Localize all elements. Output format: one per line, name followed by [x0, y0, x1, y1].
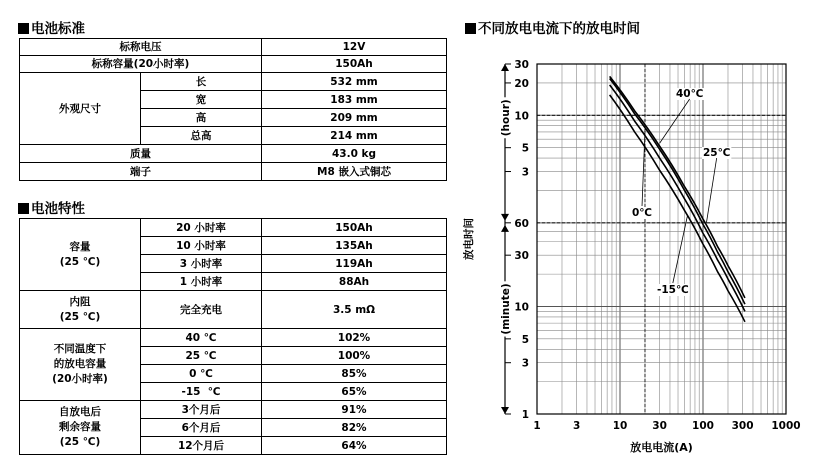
table-cell-value: 150Ah [262, 56, 447, 73]
table-row [20, 329, 447, 347]
y-tick-label-minute: 30 [514, 250, 529, 263]
table-cell-label: 端子 [20, 163, 262, 181]
table-cell-value: 64% [262, 437, 447, 455]
table-cell-value: 43.0 kg [262, 145, 447, 163]
table-cell-value: 135Ah [262, 237, 447, 255]
table-cell-label: 3个月后 [141, 401, 262, 419]
table-cell-label: -15 ℃ [141, 383, 262, 401]
temperature-label-line: 的放电容量 [53, 358, 107, 370]
table-cell-value: 183 mm [262, 91, 447, 109]
y-tick-label-hour: 5 [521, 142, 529, 155]
square-bullet-icon [18, 203, 29, 214]
temperature-label-cell [20, 329, 141, 401]
table-cell-value: M8 嵌入式铜芯 [262, 163, 447, 181]
self-discharge-label-line: (25 ℃) [59, 436, 101, 448]
annotation-leader [673, 216, 688, 283]
series-annotation: -15℃ [657, 284, 689, 296]
table-row [20, 56, 447, 73]
series-annotation: 25℃ [703, 147, 731, 159]
y-tick-label-minute: 5 [521, 333, 529, 346]
self-discharge-label-line: 自放电后 [59, 406, 101, 418]
y-tick-label-minute: 10 [514, 301, 529, 314]
table-cell-value: 12V [262, 39, 447, 56]
capacity-condition: (25 ℃) [59, 255, 101, 268]
y-tick-label-hour: 3 [521, 166, 529, 179]
table-cell-label: 质量 [20, 145, 262, 163]
table-cell-value: 3.5 mΩ [262, 291, 447, 329]
series-annotation: 40℃ [676, 88, 704, 100]
label-group [462, 59, 801, 454]
table-cell-label: 1 小时率 [141, 273, 262, 291]
chart-grid [537, 64, 786, 414]
resistance-label: 内阻 [69, 295, 91, 308]
x-tick-label: 1000 [771, 420, 801, 432]
resistance-label-cell [20, 291, 141, 329]
self-discharge-label-line: 剩余容量 [59, 421, 101, 433]
resistance-condition: (25 ℃) [59, 310, 101, 323]
discharge-chart [458, 40, 828, 460]
temperature-label-line: 不同温度下 [53, 343, 107, 355]
table-cell-label: 宽 [141, 91, 262, 109]
y-axis-label: 放电时间 [463, 218, 475, 260]
table-cell-value: 65% [262, 383, 447, 401]
chart-title: 不同放电电流下的放电时间 [465, 21, 640, 37]
table-cell-label: 标称容量(20小时率) [20, 56, 262, 73]
y-unit-hour: (hour) [500, 99, 512, 137]
x-tick-label: 10 [612, 420, 628, 432]
temperature-label-line: (20小时率) [52, 373, 108, 385]
arrow-down-icon [501, 407, 509, 414]
table-cell-value: 102% [262, 329, 447, 347]
self-discharge-label-cell [20, 401, 141, 455]
table-row [20, 291, 447, 329]
arrow-down-icon [501, 214, 509, 221]
table-cell-label: 标称电压 [20, 39, 262, 56]
dimensions-label: 外观尺寸 [20, 73, 141, 145]
table-cell-label: 完全充电 [141, 291, 262, 329]
table-cell-value: 209 mm [262, 109, 447, 127]
y-tick-label-minute: 60 [514, 217, 529, 230]
characteristics-table [19, 218, 447, 455]
standard-title: 电池标准 [18, 21, 85, 37]
annotation-leader [660, 99, 690, 143]
table-cell-label: 10 小时率 [141, 237, 262, 255]
table-row [20, 163, 447, 181]
characteristics-title: 电池特性 [18, 201, 85, 217]
table-row [20, 219, 447, 237]
table-row [20, 39, 447, 56]
y-unit-minute: (minute) [500, 283, 512, 335]
table-row [20, 73, 447, 91]
table-cell-value: 88Ah [262, 273, 447, 291]
table-cell-value: 150Ah [262, 219, 447, 237]
table-cell-value: 119Ah [262, 255, 447, 273]
x-axis-label: 放电电流(A) [630, 441, 693, 454]
table-cell-label: 3 小时率 [141, 255, 262, 273]
capacity-label: 容量 [69, 240, 91, 253]
table-row [20, 401, 447, 419]
table-cell-label: 长 [141, 73, 262, 91]
table-cell-value: 82% [262, 419, 447, 437]
square-bullet-icon [465, 23, 476, 34]
table-cell-value: 214 mm [262, 127, 447, 145]
arrow-up-icon [501, 225, 509, 232]
y-tick-label-hour: 30 [514, 59, 529, 71]
table-row [20, 145, 447, 163]
table-cell-label: 高 [141, 109, 262, 127]
plot-frame [537, 64, 786, 414]
table-cell-label: 25 ℃ [141, 347, 262, 365]
table-cell-value: 100% [262, 347, 447, 365]
x-tick-label: 100 [692, 420, 714, 432]
y-tick-label-minute: 1 [521, 409, 529, 421]
x-tick-label: 3 [572, 420, 581, 432]
y-tick-label-minute: 3 [521, 357, 529, 370]
table-cell-label: 40 ℃ [141, 329, 262, 347]
table-cell-label: 总高 [141, 127, 262, 145]
y-tick-label-hour: 20 [514, 77, 529, 90]
table-cell-value: 532 mm [262, 73, 447, 91]
capacity-label-cell [20, 219, 141, 291]
x-tick-label: 30 [652, 420, 667, 432]
table-cell-label: 12个月后 [141, 437, 262, 455]
table-cell-label: 20 小时率 [141, 219, 262, 237]
standard-table [19, 38, 447, 181]
x-tick-label: 300 [731, 420, 754, 432]
square-bullet-icon [18, 23, 29, 34]
arrow-up-icon [501, 64, 509, 71]
y-tick-label-hour: 10 [514, 110, 529, 123]
table-cell-value: 91% [262, 401, 447, 419]
table-cell-label: 6个月后 [141, 419, 262, 437]
table-cell-value: 85% [262, 365, 447, 383]
series-annotation: 0℃ [632, 207, 653, 219]
table-cell-label: 0 ℃ [141, 365, 262, 383]
x-tick-label: 1 [533, 420, 541, 432]
